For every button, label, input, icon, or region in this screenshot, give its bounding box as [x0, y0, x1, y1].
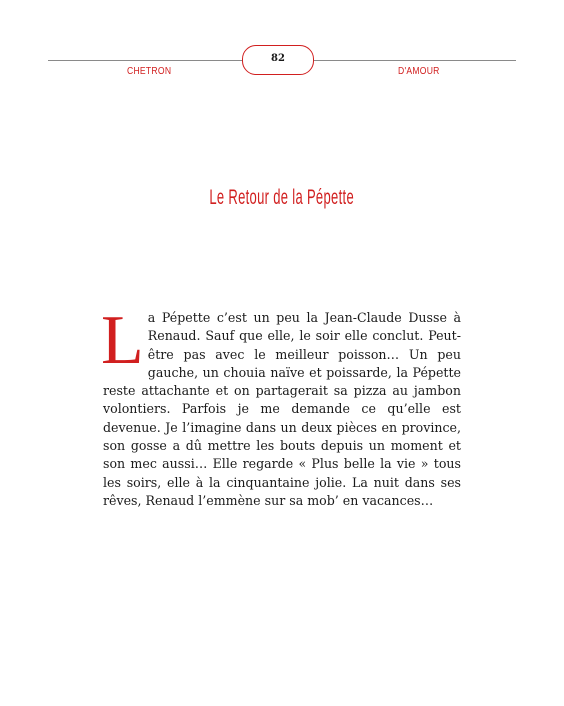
chapter-title — [0, 186, 564, 210]
running-head-left: CHETRON — [127, 65, 172, 77]
chapter-title-text: Le Retour de la Pépette — [209, 186, 355, 209]
page-number-box — [242, 45, 314, 75]
page-number: 82 — [271, 52, 285, 64]
body-text: a Pépette c’est un peu la Jean-Claude Dusse à Renaud. Sauf que elle, le soir elle conclut. Peut-être pas avec le meilleur poisson… Un peu gauche, un chouia naïve et poissarde, la Pépette reste attachante et on partagerait sa pizza au jambon volontiers. Parfois je me demande ce qu’elle est devenue. Je l’imagine dans un deux pièces en province, son gosse a dû mettre les bouts depuis un moment et son mec aussi… Elle regarde « Plus belle la vie » tous les soirs, elle à la cinquantaine jolie. La nuit dans ses rêves, Renaud l’emmène sur sa mob’ en vacances… — [103, 310, 461, 508]
running-head-right: D'AMOUR — [398, 65, 440, 77]
drop-cap: L — [101, 302, 144, 379]
body-paragraph — [101, 302, 461, 510]
